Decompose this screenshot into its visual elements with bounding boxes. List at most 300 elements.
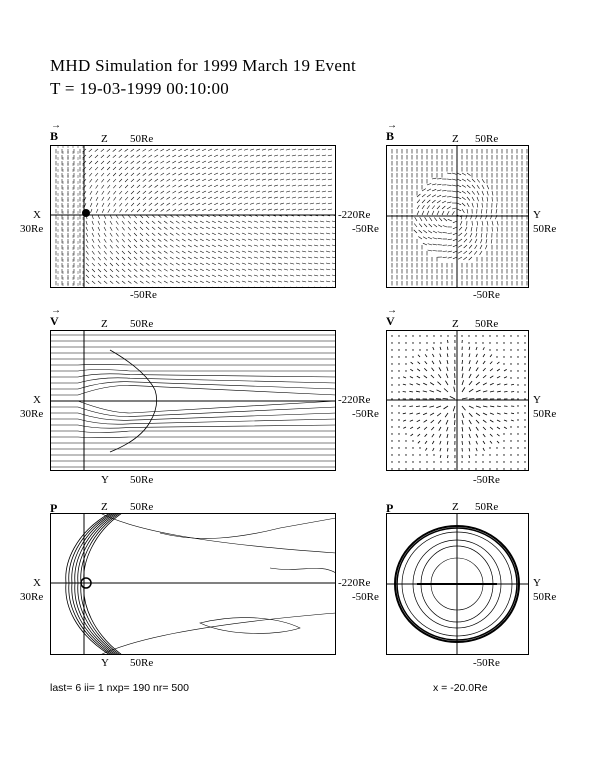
field-vector <box>447 202 451 203</box>
field-vector <box>110 227 112 231</box>
field-vector <box>242 245 246 246</box>
field-vector <box>440 455 441 458</box>
field-vector <box>272 221 276 222</box>
field-vector <box>262 191 266 192</box>
field-vector <box>128 257 131 260</box>
field-vector <box>242 263 246 264</box>
field-vector <box>469 245 472 249</box>
flow-dot <box>440 335 441 336</box>
field-vector <box>119 173 122 176</box>
field-vector <box>194 239 198 241</box>
field-vector <box>98 245 100 249</box>
field-vector <box>226 155 230 157</box>
field-vector <box>475 245 477 249</box>
field-vector <box>248 251 252 252</box>
field-vector <box>208 161 212 163</box>
field-vector <box>206 263 210 265</box>
field-vector <box>170 263 174 265</box>
field-vector <box>224 257 228 259</box>
field-vector <box>256 179 260 180</box>
field-vector <box>96 179 99 182</box>
field-vector <box>113 179 116 182</box>
field-vector <box>415 217 417 221</box>
field-vector <box>316 173 320 174</box>
flow-dot <box>440 461 441 462</box>
field-vector <box>429 224 432 227</box>
field-vector <box>302 257 306 258</box>
field-vector <box>114 203 116 206</box>
field-vector <box>433 238 437 239</box>
field-vector <box>439 367 441 371</box>
flow-dot <box>398 377 399 378</box>
field-vector <box>462 434 463 438</box>
flow-dot <box>524 370 525 371</box>
flow-dot <box>489 447 490 448</box>
flow-dot <box>461 335 462 336</box>
field-vector <box>272 275 276 276</box>
field-vector <box>110 269 113 272</box>
field-vector <box>483 434 485 437</box>
field-vector <box>310 149 314 150</box>
flow-dot <box>391 405 392 406</box>
field-vector <box>328 173 332 174</box>
field-vector <box>322 149 326 150</box>
field-vector <box>274 197 278 198</box>
field-vector <box>444 218 447 221</box>
field-vector <box>511 420 514 421</box>
field-vector <box>110 233 112 237</box>
flow-dot <box>524 454 525 455</box>
field-vector <box>188 251 192 253</box>
field-vector <box>188 245 192 247</box>
field-vector <box>304 191 308 192</box>
y-axis-label: Y <box>533 394 541 406</box>
field-vector <box>149 161 153 163</box>
field-vector <box>490 362 492 365</box>
field-vector <box>232 197 236 199</box>
flow-dot <box>517 356 518 357</box>
field-vector <box>280 203 284 204</box>
field-vector <box>178 179 182 181</box>
field-vector <box>190 197 194 199</box>
field-vector <box>302 263 306 264</box>
field-vector <box>286 185 290 186</box>
p-contour-side-panel <box>50 513 336 655</box>
field-vector <box>268 161 272 162</box>
field-vector <box>290 251 294 252</box>
x-axis-max: -220Re <box>338 577 371 589</box>
field-vector <box>310 155 314 156</box>
flow-dot <box>391 461 392 462</box>
field-vector <box>230 263 234 265</box>
field-vector <box>248 281 252 282</box>
field-vector <box>238 185 242 186</box>
field-vector <box>475 239 477 243</box>
field-vector <box>104 269 107 272</box>
field-vector <box>188 227 192 229</box>
field-vector <box>260 221 264 222</box>
field-vector <box>497 391 501 392</box>
field-vector <box>184 203 188 205</box>
field-vector <box>439 360 441 364</box>
field-vector <box>149 209 152 212</box>
y-axis-label: Y <box>533 577 541 589</box>
field-vector <box>236 263 240 264</box>
field-vector <box>292 149 296 150</box>
field-vector <box>511 392 514 393</box>
x-axis-min: 30Re <box>20 591 44 603</box>
flow-line <box>78 385 336 395</box>
field-vector <box>248 263 252 264</box>
field-vector <box>101 179 104 182</box>
field-vector <box>482 185 484 189</box>
flow-line <box>78 370 336 372</box>
y-axis-max: 50Re <box>533 223 557 235</box>
field-vector <box>230 233 234 235</box>
field-vector <box>467 191 470 194</box>
field-vector <box>250 161 254 162</box>
field-vector <box>316 149 320 150</box>
field-vector <box>101 149 104 152</box>
field-vector <box>432 354 434 357</box>
field-vector <box>208 173 212 175</box>
field-vector <box>477 221 478 225</box>
field-vector <box>487 221 488 225</box>
field-vector <box>161 167 165 169</box>
field-vector <box>190 203 194 205</box>
field-vector <box>292 209 296 210</box>
field-vector <box>262 179 266 180</box>
field-vector <box>122 239 125 242</box>
x-axis-label: X <box>33 209 41 221</box>
field-vector <box>320 275 324 276</box>
field-vector <box>182 275 186 277</box>
field-vector <box>238 149 242 150</box>
field-vector <box>176 257 180 259</box>
flow-dot <box>503 356 504 357</box>
time-stamp: T = 19-03-1999 00:10:00 <box>50 79 230 98</box>
field-vector <box>194 251 198 253</box>
field-vector <box>308 233 312 234</box>
field-vector <box>326 251 330 252</box>
flow-dot <box>412 440 413 441</box>
field-vector <box>173 197 177 199</box>
field-vector <box>236 251 240 253</box>
field-vector <box>290 221 294 222</box>
field-vector <box>417 211 419 215</box>
field-vector <box>104 221 106 225</box>
field-vector <box>152 257 155 260</box>
field-vector <box>86 233 88 237</box>
field-vector <box>316 179 320 180</box>
field-vector <box>417 205 419 209</box>
field-vector <box>143 197 146 200</box>
field-vector <box>220 161 224 163</box>
field-vector <box>101 161 104 164</box>
field-vector <box>212 269 216 271</box>
field-vector <box>98 281 101 284</box>
field-vector <box>212 275 216 277</box>
run-parameters: last= 6 ii= 1 nxp= 190 nr= 500 <box>50 682 189 694</box>
field-vector <box>220 197 224 199</box>
field-vector <box>442 211 444 215</box>
field-vector <box>417 369 420 371</box>
field-vector <box>284 269 288 270</box>
field-vector <box>164 251 168 253</box>
field-vector <box>176 251 180 253</box>
field-vector <box>459 233 463 236</box>
field-vector <box>152 251 155 254</box>
panel-frame <box>51 146 336 288</box>
field-vector <box>423 406 427 407</box>
field-vector <box>462 413 464 418</box>
flow-dot <box>398 412 399 413</box>
field-vector <box>298 149 302 150</box>
field-vector <box>89 155 92 158</box>
flow-dot <box>524 391 525 392</box>
field-vector <box>232 185 236 187</box>
field-vector <box>122 245 125 248</box>
field-vector <box>202 161 206 163</box>
field-vector <box>182 227 186 229</box>
flow-dot <box>517 335 518 336</box>
field-vector <box>284 275 288 276</box>
field-vector <box>304 167 308 168</box>
field-vector <box>146 269 149 272</box>
field-vector <box>90 203 92 207</box>
field-vector <box>268 185 272 186</box>
field-vector <box>458 251 462 253</box>
field-vector <box>236 239 240 241</box>
y-axis-max: 50Re <box>533 408 557 420</box>
field-vector <box>440 448 441 451</box>
field-vector <box>164 257 168 259</box>
field-vector <box>143 161 146 164</box>
field-vector <box>476 420 479 423</box>
field-vector <box>128 269 131 272</box>
field-vector <box>472 197 474 201</box>
field-vector <box>146 227 149 230</box>
field-vector <box>224 245 228 247</box>
field-vector <box>314 221 318 222</box>
field-vector <box>170 275 174 277</box>
flow-dot <box>405 454 406 455</box>
b-vector-label-side: B <box>50 129 59 143</box>
flow-dot <box>398 461 399 462</box>
field-vector <box>497 413 501 414</box>
field-vector <box>90 191 92 195</box>
field-vector <box>410 369 413 371</box>
field-vector <box>326 263 330 264</box>
field-vector <box>230 257 234 259</box>
field-vector <box>260 251 264 252</box>
field-vector <box>167 209 171 211</box>
field-vector <box>497 221 498 225</box>
field-vector <box>108 209 110 213</box>
flow-line <box>78 401 336 413</box>
field-vector <box>226 179 230 181</box>
field-vector <box>224 251 228 253</box>
z-axis-min: -50Re <box>473 289 500 301</box>
field-vector <box>290 281 294 282</box>
field-vector <box>462 380 464 385</box>
field-vector <box>447 347 448 350</box>
field-vector <box>272 233 276 234</box>
v-field-side-panel <box>50 330 336 471</box>
flow-dot <box>391 384 392 385</box>
field-vector <box>290 275 294 276</box>
field-vector <box>490 376 493 378</box>
field-vector <box>140 227 143 230</box>
field-vector <box>107 167 110 170</box>
field-vector <box>101 155 104 158</box>
field-vector <box>465 227 467 231</box>
field-vector <box>457 179 461 181</box>
flow-dot <box>412 461 413 462</box>
field-vector <box>483 448 485 451</box>
x-axis-label: X <box>33 577 41 589</box>
field-vector <box>143 155 147 157</box>
flow-dot <box>440 468 441 469</box>
p-label-cross: P <box>386 501 394 515</box>
field-vector <box>158 227 161 230</box>
flow-dot <box>391 349 392 350</box>
field-vector <box>458 257 462 259</box>
field-vector <box>497 434 500 436</box>
flow-dot <box>398 363 399 364</box>
field-vector <box>280 149 284 150</box>
field-vector <box>278 221 282 222</box>
flow-dot <box>517 433 518 434</box>
field-vector <box>244 167 248 168</box>
field-vector <box>196 161 200 163</box>
field-vector <box>92 281 95 284</box>
field-vector <box>128 221 131 224</box>
field-vector <box>152 275 156 277</box>
field-vector <box>200 275 204 277</box>
field-vector <box>114 197 117 200</box>
field-vector <box>467 179 471 182</box>
field-vector <box>308 275 312 276</box>
slice-position: x = -20.0Re <box>433 682 488 694</box>
field-vector <box>320 263 324 264</box>
field-vector <box>110 239 112 242</box>
field-vector <box>116 269 119 272</box>
field-vector <box>122 257 125 260</box>
flow-dot <box>496 468 497 469</box>
field-vector <box>122 263 125 266</box>
field-vector <box>202 185 206 187</box>
field-vector <box>433 231 437 233</box>
field-vector <box>326 269 330 270</box>
field-vector <box>212 251 216 253</box>
field-vector <box>462 203 465 206</box>
pressure-contour <box>200 618 300 634</box>
field-vector <box>98 251 101 254</box>
flow-dot <box>419 454 420 455</box>
field-vector <box>476 233 477 237</box>
flow-dot <box>524 398 525 399</box>
field-vector <box>448 239 452 240</box>
field-vector <box>218 251 222 253</box>
field-vector <box>119 185 122 188</box>
field-vector <box>308 245 312 246</box>
field-vector <box>326 245 330 246</box>
field-vector <box>292 197 296 198</box>
field-vector <box>462 367 463 371</box>
field-vector <box>403 384 406 385</box>
field-vector <box>424 427 427 430</box>
field-vector <box>432 368 435 371</box>
field-vector <box>316 161 320 162</box>
field-vector <box>440 441 441 444</box>
field-vector <box>256 185 260 186</box>
flow-dot <box>503 342 504 343</box>
field-vector <box>314 257 318 258</box>
flow-dot <box>510 335 511 336</box>
field-vector <box>230 281 234 282</box>
field-vector <box>278 281 282 282</box>
field-vector <box>472 179 475 182</box>
field-vector <box>268 173 272 174</box>
field-vector <box>172 191 176 193</box>
flow-dot <box>391 426 392 427</box>
field-vector <box>425 217 427 221</box>
field-vector <box>423 243 427 245</box>
flow-dot <box>482 468 483 469</box>
field-vector <box>418 434 421 436</box>
p-label-side: P <box>50 501 58 515</box>
field-vector <box>262 173 266 174</box>
field-vector <box>114 209 116 213</box>
field-vector <box>448 340 449 343</box>
field-vector <box>125 179 128 182</box>
field-vector <box>122 233 125 236</box>
field-vector <box>206 275 210 277</box>
flow-dot <box>475 468 476 469</box>
field-vector <box>416 406 420 407</box>
field-vector <box>116 227 118 230</box>
field-vector <box>248 275 252 276</box>
field-vector <box>483 406 487 407</box>
field-vector <box>202 179 206 181</box>
field-vector <box>92 269 95 272</box>
field-vector <box>286 197 290 198</box>
field-vector <box>268 167 272 168</box>
flow-line <box>78 431 336 433</box>
field-vector <box>90 185 92 189</box>
flow-dot <box>391 412 392 413</box>
flow-dot <box>503 454 504 455</box>
field-vector <box>490 391 494 392</box>
field-vector <box>122 215 125 218</box>
field-vector <box>152 239 155 242</box>
flow-dot <box>461 468 462 469</box>
field-vector <box>326 221 330 222</box>
field-vector <box>308 251 312 252</box>
field-vector <box>427 183 431 185</box>
field-vector <box>214 203 218 205</box>
field-vector <box>170 239 174 241</box>
field-vector <box>278 263 282 264</box>
field-vector <box>149 155 153 157</box>
flow-dot <box>524 335 525 336</box>
field-vector <box>149 167 152 169</box>
field-vector <box>214 209 218 211</box>
field-vector <box>278 251 282 252</box>
field-vector <box>298 203 302 204</box>
field-vector <box>462 373 463 378</box>
